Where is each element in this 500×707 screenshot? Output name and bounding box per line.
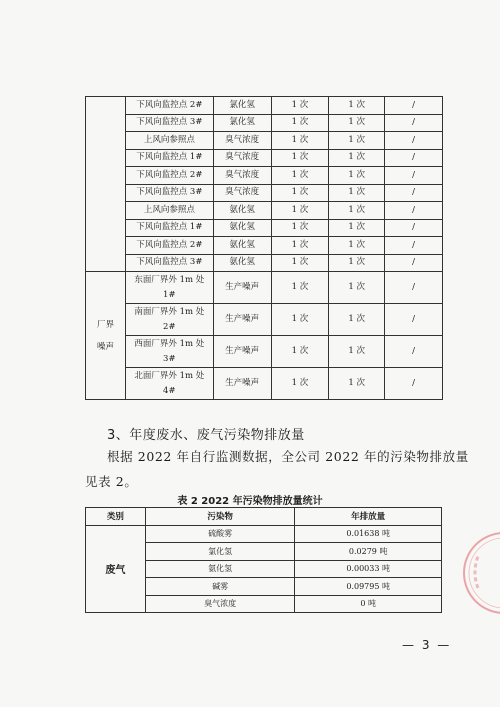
table-row [86,167,443,185]
cell-amount: 0 吨 [295,595,442,613]
table-row [86,368,443,400]
cell-point: 下风向监控点 1# [125,219,213,237]
cell-point: 西面厂界外 1m 处 3# [125,336,213,368]
cell-freq: 1 次 [271,114,329,132]
cell-freq: 1 次 [329,219,385,237]
cell-point: 下风向监控点 3# [125,114,213,132]
cell-freq: 1 次 [329,272,385,304]
cell-point: 北面厂界外 1m 处 4# [125,368,213,400]
cell-note: / [385,272,443,304]
header-cell: 类别 [86,508,146,526]
table-row [86,114,443,132]
cell-pollutant: 氨化氢 [145,560,295,578]
company-seal-stamp [458,528,500,618]
cell-freq: 1 次 [271,184,329,202]
table-row [86,237,443,255]
table-row [86,202,443,220]
cell-note: / [385,304,443,336]
table-row [86,272,443,304]
cell-freq: 1 次 [271,97,329,115]
cell-freq: 1 次 [271,149,329,167]
cell-note: / [385,114,443,132]
section-heading: 3、年度废水、废气污染物排放量 [107,428,305,443]
cell-point: 下风向监控点 2# [125,167,213,185]
cell-item: 臭气浓度 [213,167,271,185]
paragraph-line: 根据 2022 年自行监测数据，全公司 2022 年的污染物排放量 [107,449,469,464]
cell-item: 生产噪声 [213,304,271,336]
table-row [86,304,443,336]
cell-freq: 1 次 [271,167,329,185]
table-row [86,254,443,272]
category-cell: 废气 [86,525,146,613]
cell-freq: 1 次 [329,132,385,150]
cell-item: 氯化氢 [213,114,271,132]
header-cell: 年排放量 [295,508,442,526]
cell-freq: 1 次 [329,97,385,115]
cell-note: / [385,184,443,202]
cell-point: 下风向监控点 3# [125,254,213,272]
cell-item: 氨化氢 [213,237,271,255]
cell-pollutant: 氯化氢 [145,543,295,561]
cell-point: 东面厂界外 1m 处 1# [125,272,213,304]
cell-note: / [385,254,443,272]
cell-note: / [385,167,443,185]
cell-point: 下风向监控点 1# [125,149,213,167]
table-row [86,97,443,115]
cell-amount: 0.09795 吨 [295,578,442,596]
cell-item: 臭气浓度 [213,132,271,150]
cell-item: 臭气浓度 [213,184,271,202]
cell-freq: 1 次 [329,368,385,400]
cell-item: 生产噪声 [213,368,271,400]
cell-note: / [385,97,443,115]
cell-freq: 1 次 [271,336,329,368]
cell-pollutant: 碱雾 [145,578,295,596]
table-row [86,132,443,150]
cell-note: / [385,202,443,220]
cell-item: 臭气浓度 [213,149,271,167]
cell-item: 生产噪声 [213,336,271,368]
table-row [86,149,443,167]
table-header-row [86,508,442,526]
cell-freq: 1 次 [329,184,385,202]
cell-freq: 1 次 [329,336,385,368]
cell-freq: 1 次 [329,202,385,220]
cell-amount: 0.0279 吨 [295,543,442,561]
cell-item: 氨化氢 [213,219,271,237]
cell-freq: 1 次 [329,237,385,255]
group-cell [86,97,126,272]
cell-freq: 1 次 [329,304,385,336]
cell-note: / [385,237,443,255]
cell-freq: 1 次 [271,254,329,272]
cell-freq: 1 次 [329,167,385,185]
monitoring-frequency-table [85,96,443,400]
cell-note: / [385,219,443,237]
cell-freq: 1 次 [271,219,329,237]
noise-group-cell: 厂界噪声 [86,272,126,400]
cell-point: 南面厂界外 1m 处 2# [125,304,213,336]
cell-freq: 1 次 [271,237,329,255]
cell-note: / [385,132,443,150]
paragraph-line: 见表 2。 [85,474,138,489]
cell-pollutant: 硫酸雾 [145,525,295,543]
page-number: — 3 — [402,638,452,652]
cell-item: 氨化氢 [213,254,271,272]
cell-note: / [385,149,443,167]
cell-item: 氯化氢 [213,97,271,115]
cell-freq: 1 次 [271,202,329,220]
cell-freq: 1 次 [271,368,329,400]
cell-pollutant: 臭气浓度 [145,595,295,613]
cell-freq: 1 次 [271,132,329,150]
cell-freq: 1 次 [329,149,385,167]
cell-item: 氨化氢 [213,202,271,220]
cell-point: 下风向监控点 2# [125,97,213,115]
cell-freq: 1 次 [329,254,385,272]
header-cell: 污染物 [145,508,295,526]
cell-point: 上风向参照点 [125,132,213,150]
table-row [86,219,443,237]
table-row [86,525,442,543]
emission-table [85,507,442,613]
table-caption: 表 2 2022 年污染物排放量统计 [177,496,323,507]
cell-freq: 1 次 [329,114,385,132]
cell-freq: 1 次 [271,304,329,336]
cell-point: 上风向参照点 [125,202,213,220]
cell-amount: 0.01638 吨 [295,525,442,543]
cell-item: 生产噪声 [213,272,271,304]
cell-note: / [385,336,443,368]
table-row [86,336,443,368]
cell-point: 下风向监控点 3# [125,184,213,202]
cell-freq: 1 次 [271,272,329,304]
cell-amount: 0.00033 吨 [295,560,442,578]
cell-note: / [385,368,443,400]
cell-point: 下风向监控点 2# [125,237,213,255]
table-row [86,184,443,202]
